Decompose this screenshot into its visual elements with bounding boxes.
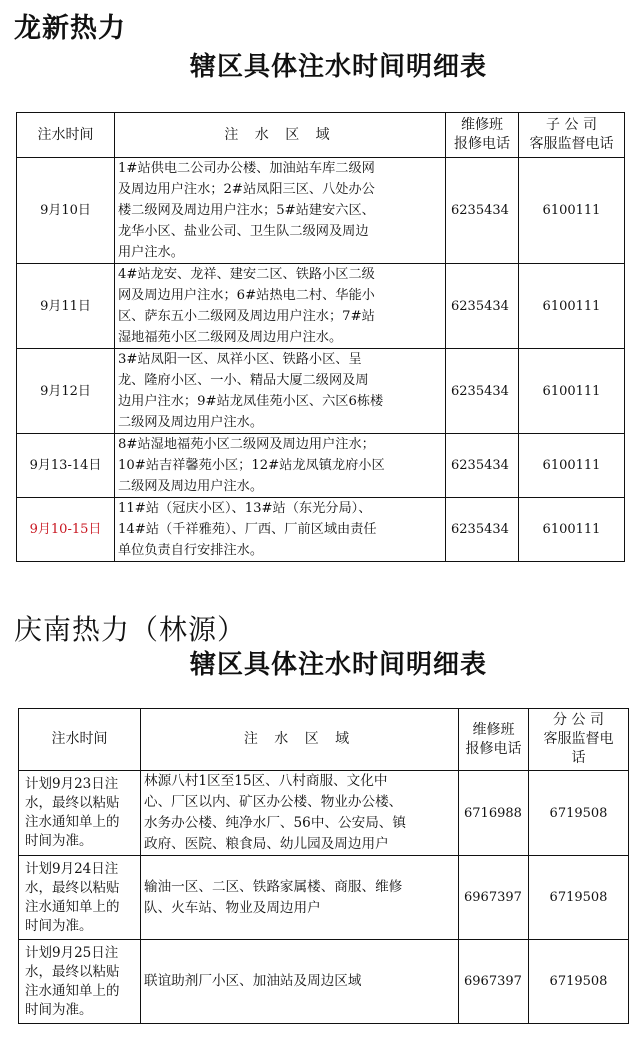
row-area: 3#站凤阳一区、凤祥小区、铁路小区、呈 龙、隆府小区、一小、精品大厦二级网及周 边用户注水；9#站龙凤佳苑小区、六区6栋楼 二级网及周边用户注水。 — [115, 349, 446, 434]
table-row — [17, 158, 625, 264]
row-time: 9月11日 — [17, 264, 115, 349]
company-name-qingnan: 庆南热力（林源） — [14, 613, 247, 646]
row-time: 9月10日 — [17, 158, 115, 264]
table-title-qingnan: 辖区具体注水时间明细表 — [190, 650, 488, 680]
header-supervise-phone: 分 公 司 客服监督电 话 — [529, 709, 629, 771]
header-area: 注 水 区 域 — [115, 113, 446, 158]
table-row — [19, 771, 629, 856]
row-time: 计划9月23日注 水，最终以粘贴 注水通知单上的 时间为准。 — [19, 771, 141, 856]
row-time: 计划9月25日注 水，最终以粘贴 注水通知单上的 时间为准。 — [19, 940, 141, 1024]
row-repair-phone: 6235434 — [446, 349, 519, 434]
row-time-highlighted: 9月10-15日 — [17, 498, 115, 562]
row-supervise-phone: 6719508 — [529, 856, 629, 940]
row-repair-phone: 6235434 — [446, 264, 519, 349]
header-supervise-phone: 子 公 司 客服监督电话 — [519, 113, 625, 158]
header-repair-phone: 维修班 报修电话 — [446, 113, 519, 158]
table-row — [17, 349, 625, 434]
table-header-row — [19, 709, 629, 771]
row-repair-phone: 6235434 — [446, 498, 519, 562]
row-repair-phone: 6967397 — [459, 856, 529, 940]
header-repair-phone: 维修班 报修电话 — [459, 709, 529, 771]
row-supervise-phone: 6100111 — [519, 349, 625, 434]
row-supervise-phone: 6100111 — [519, 434, 625, 498]
row-supervise-phone: 6100111 — [519, 498, 625, 562]
header-time: 注水时间 — [17, 113, 115, 158]
row-area: 8#站湿地福苑小区二级网及周边用户注水； 10#站吉祥馨苑小区；12#站龙凤镇龙府小区 二级网及周边用户注水。 — [115, 434, 446, 498]
table-title-longxin: 辖区具体注水时间明细表 — [190, 52, 488, 82]
row-time: 计划9月24日注 水，最终以粘贴 注水通知单上的 时间为准。 — [19, 856, 141, 940]
row-area: 11#站（冠庆小区）、13#站（东光分局）、 14#站（千祥雅苑）、厂西、厂前区域由责任 单位负责自行安排注水。 — [115, 498, 446, 562]
table-row — [19, 940, 629, 1024]
row-repair-phone: 6235434 — [446, 158, 519, 264]
table-row — [17, 498, 625, 562]
row-area: 林源八村1区至15区、八村商服、文化中 心、厂区以内、矿区办公楼、物业办公楼、 水务办公楼、纯净水厂、56中、公安局、镇 政府、医院、粮食局、幼儿园及周边用户 — [141, 771, 459, 856]
table-row — [17, 434, 625, 498]
row-repair-phone: 6716988 — [459, 771, 529, 856]
row-repair-phone: 6235434 — [446, 434, 519, 498]
header-area: 注 水 区 域 — [141, 709, 459, 771]
header-time: 注水时间 — [19, 709, 141, 771]
row-area: 联谊助剂厂小区、加油站及周边区域 — [141, 940, 459, 1024]
schedule-table-longxin — [16, 112, 625, 562]
row-area: 1#站供电二公司办公楼、加油站车库二级网 及周边用户注水；2#站凤阳三区、八处办公 楼二级网及周边用户注水；5#站建安六区、 龙华小区、盐业公司、卫生队二级网及周边 用户注水。 — [115, 158, 446, 264]
row-supervise-phone: 6719508 — [529, 940, 629, 1024]
table-row — [17, 264, 625, 349]
row-supervise-phone: 6719508 — [529, 771, 629, 856]
row-area: 4#站龙安、龙祥、建安二区、铁路小区二级 网及周边用户注水；6#站热电二村、华能小 区、萨东五小二级网及周边用户注水；7#站 湿地福苑小区二级网及周边用户注水。 — [115, 264, 446, 349]
row-repair-phone: 6967397 — [459, 940, 529, 1024]
row-supervise-phone: 6100111 — [519, 264, 625, 349]
row-time: 9月13-14日 — [17, 434, 115, 498]
table-header-row — [17, 113, 625, 158]
table-row — [19, 856, 629, 940]
row-area: 输油一区、二区、铁路家属楼、商服、维修 队、火车站、物业及周边用户 — [141, 856, 459, 940]
row-supervise-phone: 6100111 — [519, 158, 625, 264]
row-time: 9月12日 — [17, 349, 115, 434]
company-name-longxin: 龙新热力 — [14, 13, 126, 44]
schedule-table-qingnan — [18, 708, 629, 1024]
